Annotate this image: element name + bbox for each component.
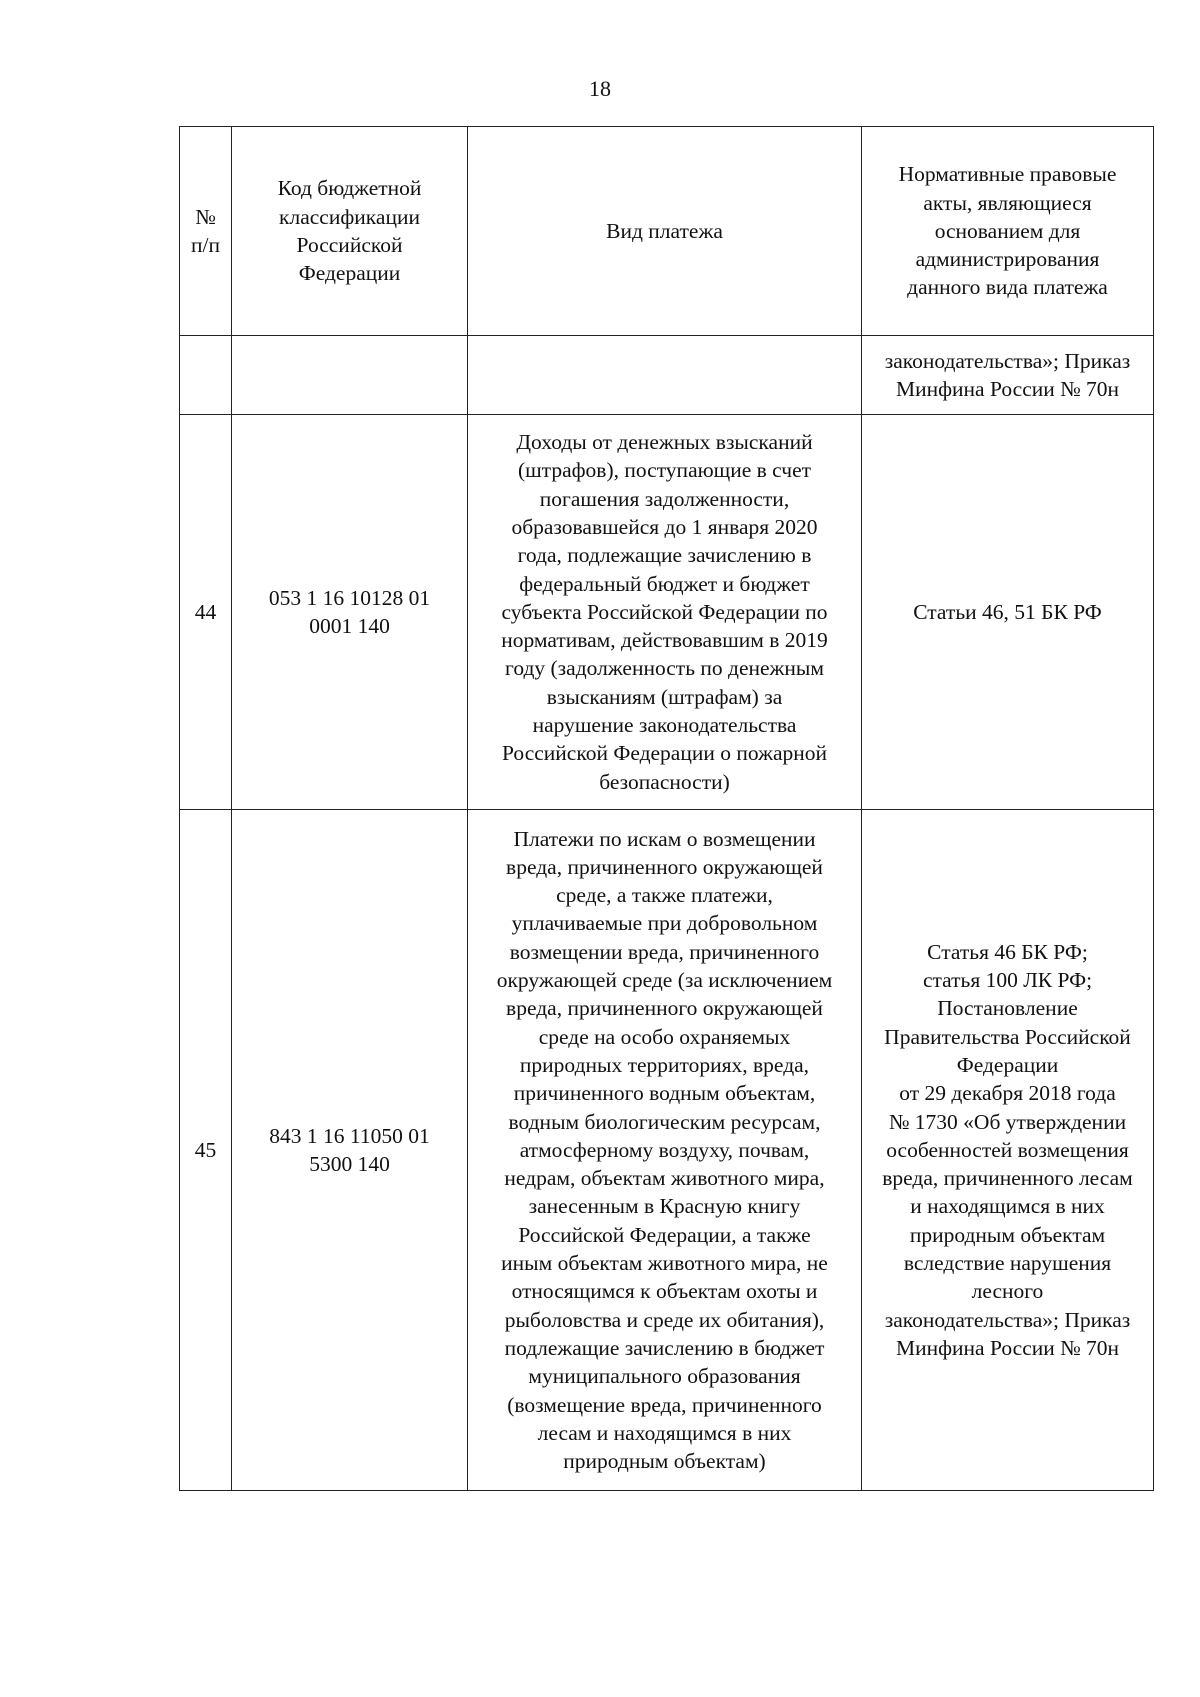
row-num: 44 xyxy=(180,415,232,810)
cont-legal-acts-cell xyxy=(862,336,1154,415)
header-legal-acts-line: Нормативные правовые xyxy=(898,162,1117,187)
header-code-line: Российской xyxy=(296,233,403,257)
header-code-line: Код бюджетной xyxy=(277,176,422,201)
row-legal-acts-line: и находящимся в них xyxy=(910,1194,1105,1219)
row-code xyxy=(232,810,468,1491)
row-payment-type xyxy=(468,810,862,1491)
row-payment-type-line: году (задолженность по денежным xyxy=(505,656,824,681)
row-payment-type-line: нарушение законодательства xyxy=(532,713,797,738)
header-num-line: п/п xyxy=(191,233,220,257)
row-legal-acts-line: Статьи 46, 51 БК РФ xyxy=(913,599,1102,624)
header-legal-acts-line: основанием для xyxy=(934,218,1081,243)
header-code-line: Федерации xyxy=(298,261,401,286)
row-payment-type-line: рыболовства и среде их обитания), xyxy=(504,1307,825,1332)
cont-legal-acts-line: законодательства»; Приказ xyxy=(884,348,1131,373)
header-num-line: № xyxy=(195,204,216,229)
row-legal-acts xyxy=(862,415,1154,810)
row-legal-acts-line: вреда, причиненного лесам xyxy=(882,1166,1133,1191)
row-legal-acts-line: вследствие нарушения xyxy=(903,1251,1112,1276)
table-header-row xyxy=(180,127,1154,336)
budget-classification-table xyxy=(179,126,1154,1491)
header-payment-type-line: Вид платежа xyxy=(606,218,723,243)
row-code-line: 5300 140 xyxy=(309,1152,390,1176)
row-legal-acts-line: Постановление xyxy=(937,996,1078,1021)
header-num xyxy=(180,127,232,336)
cont-code-cell xyxy=(232,336,468,415)
header-code xyxy=(232,127,468,336)
row-payment-type-line: недрам, объектам животного мира, xyxy=(504,1166,825,1191)
row-payment-type-line: вреда, причиненного окружающей xyxy=(506,996,823,1021)
row-legal-acts-line: № 1730 «Об утверждении xyxy=(888,1109,1127,1134)
row-payment-type xyxy=(468,415,862,810)
row-payment-type-line: среде, а также платежи, xyxy=(556,883,773,908)
row-payment-type-line: безопасности) xyxy=(599,769,730,794)
row-payment-type-line: атмосферному воздуху, почвам, xyxy=(519,1137,810,1162)
row-payment-type-line: Платежи по искам о возмещении xyxy=(513,826,816,851)
row-code-line: 053 1 16 10128 01 xyxy=(268,585,431,610)
row-payment-type-line: (возмещение вреда, причиненного xyxy=(507,1392,822,1417)
row-legal-acts xyxy=(862,810,1154,1491)
row-legal-acts-line: Правительства Российской xyxy=(884,1024,1131,1049)
row-payment-type-line: (штрафов), поступающие в счет xyxy=(517,458,812,483)
row-payment-type-line: причиненного водным объектам, xyxy=(513,1081,816,1106)
row-payment-type-line: субъекта Российской Федерации по xyxy=(501,599,828,624)
row-payment-type-line: занесенным в Красную книгу xyxy=(528,1194,801,1219)
row-payment-type-line: образовавшейся до 1 января 2020 xyxy=(511,514,818,539)
row-code xyxy=(232,415,468,810)
row-payment-type-line: вреда, причиненного окружающей xyxy=(506,854,823,879)
row-payment-type-line: водным биологическим ресурсам, xyxy=(508,1109,821,1134)
row-legal-acts-line: статья 100 ЛК РФ; xyxy=(922,968,1093,993)
header-legal-acts xyxy=(862,127,1154,336)
row-payment-type-line: федеральный бюджет и бюджет xyxy=(519,571,810,596)
row-payment-type-line: природных территориях, вреда, xyxy=(519,1052,810,1077)
header-legal-acts-line: акты, являющиеся xyxy=(923,190,1092,215)
row-legal-acts-line: от 29 декабря 2018 года xyxy=(899,1081,1116,1106)
table-row-44 xyxy=(180,415,1154,810)
row-legal-acts-line: законодательства»; Приказ xyxy=(884,1307,1131,1332)
header-code-line: классификации xyxy=(279,204,420,229)
cont-num-cell xyxy=(180,336,232,415)
row-payment-type-line: муниципального образования xyxy=(528,1364,801,1389)
row-payment-type-line: возмещении вреда, причиненного xyxy=(509,939,820,964)
row-payment-type-line: уплачиваемые при добровольном xyxy=(511,911,818,936)
page-number: 18 xyxy=(589,76,611,101)
row-payment-type-line: иным объектам животного мира, не xyxy=(501,1251,828,1276)
header-legal-acts-line: данного вида платежа xyxy=(907,275,1108,300)
row-payment-type-line: Доходы от денежных взысканий xyxy=(516,430,813,455)
row-payment-type-line: подлежащие зачислению в бюджет xyxy=(504,1335,825,1360)
row-legal-acts-line: лесного xyxy=(971,1279,1044,1304)
header-payment-type xyxy=(468,127,862,336)
row-code-line: 0001 140 xyxy=(309,614,390,638)
row-legal-acts-line: Минфина России № 70н xyxy=(895,1335,1120,1360)
row-legal-acts-line: Статья 46 БК РФ; xyxy=(927,939,1088,964)
cont-payment-type-cell xyxy=(468,336,862,415)
row-payment-type-line: погашения задолженности, xyxy=(539,486,790,511)
row-payment-type-line: взысканиям (штрафам) за xyxy=(546,684,783,709)
row-payment-type-line: природным объектам) xyxy=(563,1449,766,1474)
header-legal-acts-line: администрирования xyxy=(915,247,1100,272)
row-payment-type-line: Российской Федерации о пожарной xyxy=(502,741,827,766)
row-legal-acts-line: особенностей возмещения xyxy=(886,1137,1129,1162)
row-payment-type-line: Российской Федерации, а также xyxy=(518,1222,811,1247)
row-payment-type-line: среде на особо охраняемых xyxy=(538,1024,791,1049)
row-legal-acts-line: Федерации xyxy=(956,1052,1059,1077)
cont-legal-acts-line: Минфина России № 70н xyxy=(895,377,1120,401)
table-row-continuation xyxy=(180,336,1154,415)
row-payment-type-line: нормативам, действовавшим в 2019 xyxy=(501,628,828,653)
row-payment-type-line: окружающей среде (за исключением xyxy=(496,968,833,993)
row-payment-type-line: лесам и находящимся в них xyxy=(537,1420,792,1445)
row-code-line: 843 1 16 11050 01 xyxy=(269,1123,430,1148)
row-payment-type-line: года, подлежащие зачислению в xyxy=(517,543,812,568)
row-payment-type-line: относящимся к объектам охоты и xyxy=(511,1279,818,1304)
row-legal-acts-line: природным объектам xyxy=(909,1222,1106,1247)
table-row-45 xyxy=(180,810,1154,1491)
row-num: 45 xyxy=(180,810,232,1491)
